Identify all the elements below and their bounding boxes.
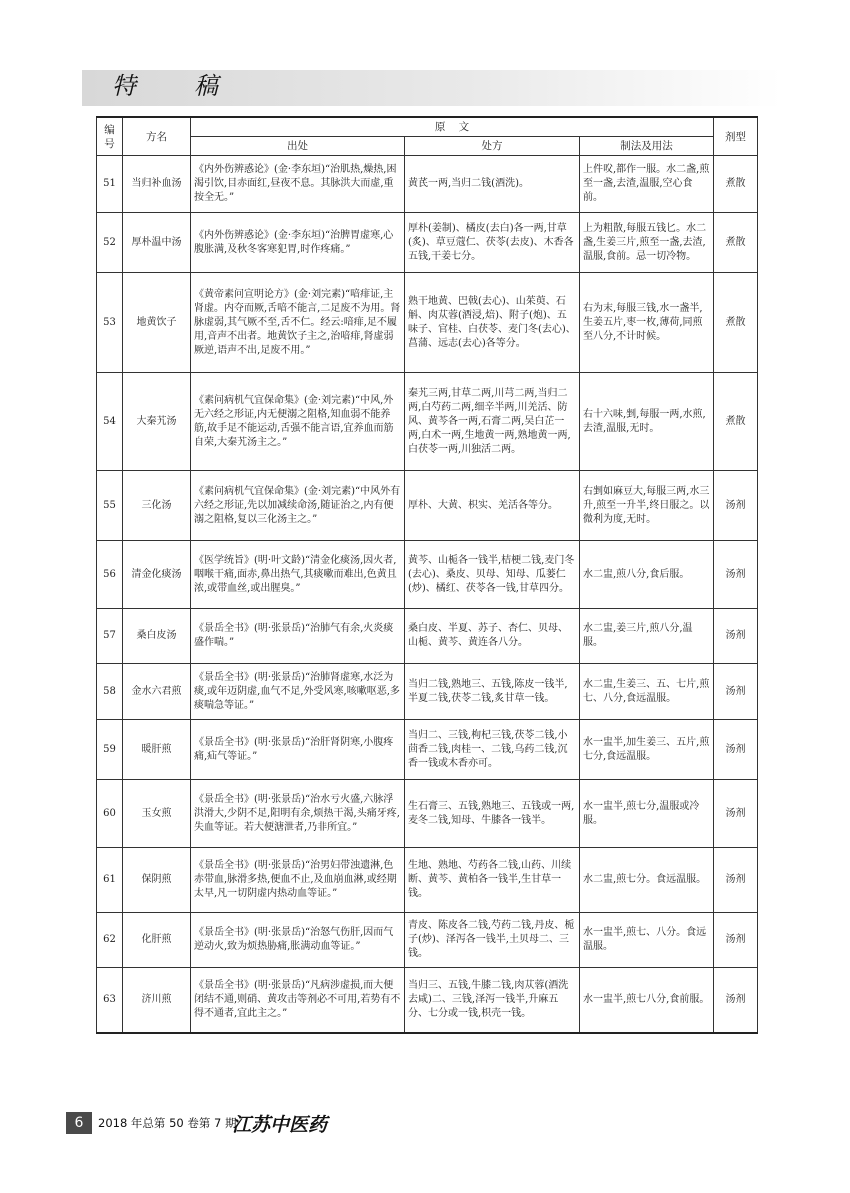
cell-name: 清金化痰汤 [123, 541, 191, 609]
cell-use: 右剉如麻豆大,每服三两,水三升,煎至一升半,终日服之。以微利为度,无时。 [580, 471, 714, 541]
table-row [97, 273, 758, 373]
cell-name: 桑白皮汤 [123, 609, 191, 664]
section-title-char-2: 稿 [194, 72, 218, 100]
cell-rx: 当归二、三钱,枸杞三钱,茯苓二钱,小茴香二钱,肉桂一、二钱,乌药二钱,沉香一钱或木香亦可。 [405, 720, 580, 780]
cell-num: 61 [97, 848, 123, 913]
cell-use: 水二盅,生姜三、五、七片,煎七、八分,食远温服。 [580, 664, 714, 720]
cell-num: 52 [97, 213, 123, 273]
cell-rx: 青皮、陈皮各二钱,芍药二钱,丹皮、栀子(炒)、泽泻各一钱半,土贝母二、三钱。 [405, 913, 580, 968]
page-number: 6 [66, 1112, 92, 1134]
table-row [97, 156, 758, 213]
table-row [97, 541, 758, 609]
cell-rx: 当归三、五钱,牛膝二钱,肉苁蓉(酒洗去咸)二、三钱,泽泻一钱半,升麻五分、七分或一钱,枳壳一钱。 [405, 968, 580, 1033]
cell-type: 汤剂 [714, 780, 758, 848]
cell-use: 上为粗散,每服五钱匕。水二盏,生姜三片,煎至一盏,去渣,温服,食前。忌一切冷物。 [580, 213, 714, 273]
cell-use: 上件㕮,都作一服。水二盏,煎至一盏,去渣,温服,空心食前。 [580, 156, 714, 213]
cell-source: 《黄帝素问宣明论方》(金·刘完素)“喑痱证,主肾虚。内夺而厥,舌喑不能言,二足废不为用。肾脉虚弱,其气厥不至,舌不仁。经云:喑痱,足不履用,音声不出者。地黄饮子主之,治喑痱,肾虚弱厥逆,语声不出,足废不用。” [191, 273, 405, 373]
cell-rx: 桑白皮、半夏、苏子、杏仁、贝母、山栀、黄芩、黄连各八分。 [405, 609, 580, 664]
cell-rx: 厚朴、大黄、枳实、羌活各等分。 [405, 471, 580, 541]
cell-source: 《素问病机气宜保命集》(金·刘完素)“中风,外无六经之形证,内无便溺之阻格,知血弱不能养筋,故手足不能运动,舌强不能言语,宜养血而筋自荣,大秦艽汤主之。” [191, 373, 405, 471]
cell-use: 水二盅,姜三片,煎八分,温服。 [580, 609, 714, 664]
cell-use: 水一盅半,煎七八分,食前服。 [580, 968, 714, 1033]
cell-source: 《景岳全书》(明·张景岳)“治怒气伤肝,因而气逆动火,致为烦热胁痛,胀满动血等证。” [191, 913, 405, 968]
header-original: 原 文 [191, 117, 714, 137]
cell-rx: 秦艽三两,甘草二两,川芎二两,当归二两,白芍药二两,细辛半两,川羌活、防风、黄芩各一两,石膏二两,吴白芷一两,白术一两,生地黄一两,熟地黄一两,白茯苓一两,川独活二两。 [405, 373, 580, 471]
page-footer [66, 1112, 786, 1134]
cell-use: 水一盅半,加生姜三、五片,煎七分,食远温服。 [580, 720, 714, 780]
table-row [97, 720, 758, 780]
table-row [97, 780, 758, 848]
cell-source: 《景岳全书》(明·张景岳)“凡病涉虚损,而大便闭结不通,则硝、黄攻击等剂必不可用,若势有不得不通者,宜此主之。” [191, 968, 405, 1033]
cell-name: 大秦艽汤 [123, 373, 191, 471]
table-row [97, 609, 758, 664]
cell-rx: 当归二钱,熟地三、五钱,陈皮一钱半,半夏二钱,茯苓二钱,炙甘草一钱。 [405, 664, 580, 720]
cell-rx: 黄芩、山栀各一钱半,桔梗二钱,麦门冬(去心)、桑皮、贝母、知母、瓜蒌仁(炒)、橘红、茯苓各一钱,甘草四分。 [405, 541, 580, 609]
cell-type: 汤剂 [714, 664, 758, 720]
cell-source: 《景岳全书》(明·张景岳)“治肺肾虚寒,水泛为痰,或年迈阴虚,血气不足,外受风寒,咳嗽呕恶,多痰喘急等证。” [191, 664, 405, 720]
table-row [97, 664, 758, 720]
cell-num: 53 [97, 273, 123, 373]
cell-type: 汤剂 [714, 913, 758, 968]
table-row [97, 471, 758, 541]
cell-name: 金水六君煎 [123, 664, 191, 720]
cell-type: 汤剂 [714, 541, 758, 609]
journal-logo: 江苏中医药 [232, 1114, 328, 1136]
cell-name: 厚朴温中汤 [123, 213, 191, 273]
cell-num: 59 [97, 720, 123, 780]
header-dosage-form: 剂型 [714, 117, 758, 156]
cell-use: 水一盅半,煎七、八分。食远温服。 [580, 913, 714, 968]
header-prescription: 处方 [405, 137, 580, 156]
cell-use: 右为末,每服三钱,水一盏半,生姜五片,枣一枚,薄荷,同煎至八分,不计时候。 [580, 273, 714, 373]
header-name: 方名 [123, 117, 191, 156]
cell-num: 58 [97, 664, 123, 720]
cell-num: 63 [97, 968, 123, 1033]
cell-type: 汤剂 [714, 848, 758, 913]
cell-use: 水二盅,煎七分。食远温服。 [580, 848, 714, 913]
cell-name: 化肝煎 [123, 913, 191, 968]
cell-name: 玉女煎 [123, 780, 191, 848]
issue-info: 2018 年总第 50 卷第 7 期 [98, 1116, 237, 1130]
cell-source: 《景岳全书》(明·张景岳)“治肺气有余,火炎痰盛作喘。” [191, 609, 405, 664]
cell-type: 煮散 [714, 373, 758, 471]
header-method: 制法及用法 [580, 137, 714, 156]
cell-rx: 熟干地黄、巴戟(去心)、山茱萸、石斛、肉苁蓉(酒浸,焙)、附子(炮)、五味子、官桂、白茯苓、麦门冬(去心)、菖蒲、远志(去心)各等分。 [405, 273, 580, 373]
section-title-char-1: 特 [112, 72, 136, 100]
cell-rx: 生石膏三、五钱,熟地三、五钱或一两,麦冬二钱,知母、牛膝各一钱半。 [405, 780, 580, 848]
cell-source: 《内外伤辨惑论》(金·李东垣)“治脾胃虚寒,心腹胀满,及秋冬客寒犯胃,时作疼痛。” [191, 213, 405, 273]
cell-name: 当归补血汤 [123, 156, 191, 213]
cell-source: 《景岳全书》(明·张景岳)“治水亏火盛,六脉浮洪滑大,少阴不足,阳明有余,烦热干渴,头痛牙疼,失血等证。若大便溏泄者,乃非所宜。” [191, 780, 405, 848]
cell-num: 62 [97, 913, 123, 968]
table-row [97, 913, 758, 968]
cell-type: 汤剂 [714, 471, 758, 541]
cell-source: 《医学统旨》(明·叶文龄)“清金化痰汤,因火者,咽喉干痛,面赤,鼻出热气,其痰嗽而难出,色黄且浓,或带血丝,或出腥臭。” [191, 541, 405, 609]
cell-name: 保阴煎 [123, 848, 191, 913]
cell-num: 55 [97, 471, 123, 541]
cell-rx: 黄芪一两,当归二钱(酒洗)。 [405, 156, 580, 213]
cell-type: 汤剂 [714, 720, 758, 780]
cell-source: 《内外伤辨惑论》(金·李东垣)“治肌热,燥热,困渴引饮,目赤面红,昼夜不息。其脉洪大而虚,重按全无。” [191, 156, 405, 213]
cell-name: 济川煎 [123, 968, 191, 1033]
cell-use: 水一盅半,煎七分,温服或冷服。 [580, 780, 714, 848]
cell-source: 《素问病机气宜保命集》(金·刘完素)“中风外有六经之形证,先以加减续命汤,随证治之,内有便溺之阻格,复以三化汤主之。” [191, 471, 405, 541]
cell-use: 右十六味,剉,每服一两,水煎,去渣,温服,无时。 [580, 373, 714, 471]
cell-type: 煮散 [714, 273, 758, 373]
cell-source: 《景岳全书》(明·张景岳)“治肝肾阴寒,小腹疼痛,疝气等证。” [191, 720, 405, 780]
cell-name: 三化汤 [123, 471, 191, 541]
cell-name: 地黄饮子 [123, 273, 191, 373]
table-row [97, 968, 758, 1033]
header-num: 编号 [97, 117, 123, 156]
cell-rx: 厚朴(姜制)、橘皮(去白)各一两,甘草(炙)、草豆蔻仁、茯苓(去皮)、木香各五钱,干姜七分。 [405, 213, 580, 273]
cell-num: 57 [97, 609, 123, 664]
cell-num: 56 [97, 541, 123, 609]
table-row [97, 848, 758, 913]
prescription-table [96, 116, 758, 1034]
cell-num: 51 [97, 156, 123, 213]
table-row [97, 213, 758, 273]
cell-use: 水二盅,煎八分,食后服。 [580, 541, 714, 609]
cell-name: 暖肝煎 [123, 720, 191, 780]
cell-type: 煮散 [714, 156, 758, 213]
cell-num: 60 [97, 780, 123, 848]
cell-type: 汤剂 [714, 968, 758, 1033]
cell-rx: 生地、熟地、芍药各二钱,山药、川续断、黄芩、黄柏各一钱半,生甘草一钱。 [405, 848, 580, 913]
cell-num: 54 [97, 373, 123, 471]
cell-type: 汤剂 [714, 609, 758, 664]
header-source: 出处 [191, 137, 405, 156]
cell-source: 《景岳全书》(明·张景岳)“治男妇带浊遗淋,色赤带血,脉滑多热,便血不止,及血崩血淋,或经期太早,凡一切阴虚内热动血等证。” [191, 848, 405, 913]
table-row [97, 373, 758, 471]
section-title [112, 66, 276, 101]
cell-type: 煮散 [714, 213, 758, 273]
